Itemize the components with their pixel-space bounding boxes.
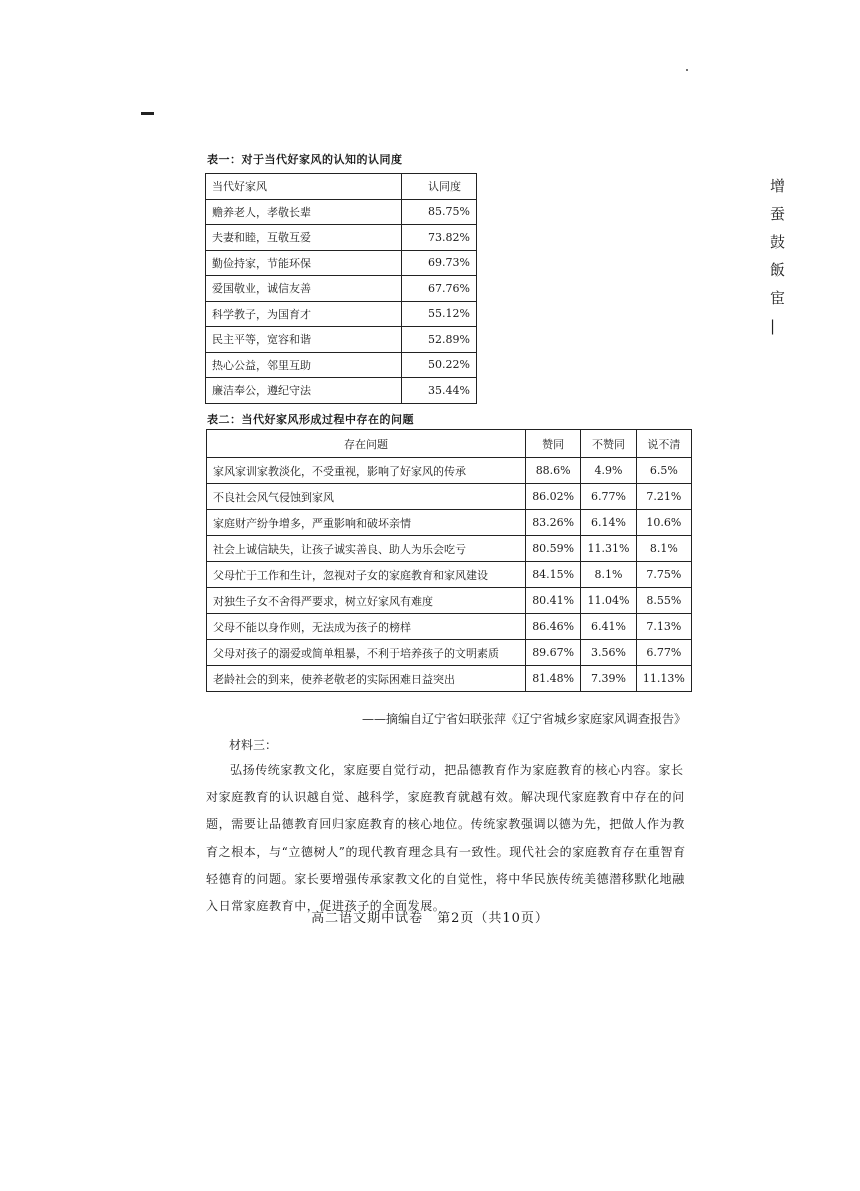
table-cell: 83.26% — [526, 510, 581, 536]
table-cell: 89.67% — [526, 640, 581, 666]
table-cell: 老龄社会的到来，使养老敬老的实际困难日益突出 — [207, 666, 526, 692]
table-row — [206, 199, 477, 225]
table-cell: 81.48% — [526, 666, 581, 692]
table-cell: 社会上诚信缺失，让孩子诚实善良、助人为乐会吃亏 — [207, 536, 526, 562]
table-row — [206, 301, 477, 327]
table2-header-cell: 赞同 — [526, 430, 581, 458]
table-row — [207, 614, 692, 640]
table-cell: 35.44% — [402, 378, 477, 404]
table-cell: 6.5% — [636, 458, 691, 484]
table-cell: 8.55% — [636, 588, 691, 614]
table-cell: 80.41% — [526, 588, 581, 614]
table-cell: 爱国敬业，诚信友善 — [206, 276, 402, 302]
edge-glyph: 鼓 — [770, 233, 786, 251]
table1-header-row — [206, 174, 477, 200]
table-cell: 父母忙于工作和生计，忽视对子女的家庭教育和家风建设 — [207, 562, 526, 588]
table-cell: 对独生子女不舍得严要求，树立好家风有难度 — [207, 588, 526, 614]
table2-header-row — [207, 430, 692, 458]
edge-glyph: 飯 — [770, 261, 786, 279]
table-cell: 50.22% — [402, 352, 477, 378]
edge-glyph: 宦 — [770, 289, 786, 307]
table-cell: 6.77% — [636, 640, 691, 666]
table1-header-cell: 当代好家风 — [206, 174, 402, 200]
table-cell: 科学教子，为国育才 — [206, 301, 402, 327]
table-cell: 6.14% — [581, 510, 636, 536]
edge-glyph: | — [770, 317, 776, 335]
table2-header-cell: 不赞同 — [581, 430, 636, 458]
scan-dot — [686, 69, 688, 71]
table-row — [206, 327, 477, 353]
cut-off-edge-text — [770, 172, 788, 340]
table-cell: 85.75% — [402, 199, 477, 225]
table-cell: 父母对孩子的溺爱或简单粗暴，不利于培养孩子的文明素质 — [207, 640, 526, 666]
edge-glyph: 蚕 — [770, 205, 786, 223]
table-row — [206, 276, 477, 302]
table-cell: 10.6% — [636, 510, 691, 536]
table-cell: 不良社会风气侵蚀到家风 — [207, 484, 526, 510]
table-row — [206, 352, 477, 378]
table-row — [206, 378, 477, 404]
table-cell: 7.13% — [636, 614, 691, 640]
table-cell: 52.89% — [402, 327, 477, 353]
table-row — [207, 536, 692, 562]
table-cell: 88.6% — [526, 458, 581, 484]
table-cell: 80.59% — [526, 536, 581, 562]
table-cell: 夫妻和睦，互敬互爱 — [206, 225, 402, 251]
table-cell: 民主平等，宽容和谐 — [206, 327, 402, 353]
table1 — [205, 173, 477, 404]
material-label: 材料三： — [229, 738, 278, 752]
table-cell: 55.12% — [402, 301, 477, 327]
table1-header-cell: 认同度 — [402, 174, 477, 200]
table-cell: 67.76% — [402, 276, 477, 302]
table-cell: 11.13% — [636, 666, 691, 692]
table-cell: 6.77% — [581, 484, 636, 510]
table-cell: 11.04% — [581, 588, 636, 614]
table-cell: 86.46% — [526, 614, 581, 640]
paragraph-text: 弘扬传统家教文化，家庭要自觉行动，把品德教育作为家庭教育的核心内容。家长对家庭教育的认识越自觉、越科学，家庭教育就越有效。解决现代家庭教育中存在的问题，需要让品德教育回归家庭教育的核心地位。传统家教强调以德为先，把做人作为教育之根本，与“立德树人”的现代教育理念具有一致性。现代社会的家庭教育存在重智育轻德育的问题。家长要增强传承家教文化的自觉性，将中华民族传统美德潜移默化地融入日常家庭教育中，促进孩子的全面发展。 — [206, 763, 686, 914]
source-citation: ——摘编自辽宁省妇联张萍《辽宁省城乡家庭家风调查报告》 — [362, 712, 687, 726]
table-cell: 73.82% — [402, 225, 477, 251]
table1-caption: 表一：对于当代好家风的认知的认同度 — [207, 153, 403, 166]
table-cell: 家风家训家教淡化，不受重视，影响了好家风的传承 — [207, 458, 526, 484]
table-row — [207, 510, 692, 536]
table2-header-cell: 存在问题 — [207, 430, 526, 458]
table2-header-cell: 说不清 — [636, 430, 691, 458]
table-cell: 84.15% — [526, 562, 581, 588]
table-cell: 勤俭持家，节能环保 — [206, 250, 402, 276]
table-cell: 69.73% — [402, 250, 477, 276]
table-cell: 热心公益，邻里互助 — [206, 352, 402, 378]
table2-caption: 表二：当代好家风形成过程中存在的问题 — [207, 413, 414, 426]
material-paragraph — [206, 757, 692, 920]
table-row — [206, 250, 477, 276]
table-cell: 7.39% — [581, 666, 636, 692]
table-row — [207, 562, 692, 588]
table2 — [206, 429, 692, 692]
table-cell: 4.9% — [581, 458, 636, 484]
table-cell: 7.75% — [636, 562, 691, 588]
table-cell: 86.02% — [526, 484, 581, 510]
table-cell: 8.1% — [581, 562, 636, 588]
table-cell: 6.41% — [581, 614, 636, 640]
scan-mark — [141, 112, 154, 115]
table-row — [206, 225, 477, 251]
table-row — [207, 588, 692, 614]
table-row — [207, 484, 692, 510]
table-cell: 11.31% — [581, 536, 636, 562]
table-cell: 廉洁奉公，遵纪守法 — [206, 378, 402, 404]
table-row — [207, 666, 692, 692]
table-row — [207, 458, 692, 484]
table-cell: 7.21% — [636, 484, 691, 510]
table-cell: 8.1% — [636, 536, 691, 562]
table-row — [207, 640, 692, 666]
table-cell: 赡养老人，孝敬长辈 — [206, 199, 402, 225]
table-cell: 3.56% — [581, 640, 636, 666]
table-cell: 家庭财产纷争增多，严重影响和破坏亲情 — [207, 510, 526, 536]
page-footer: 高二语文期中试卷 第2页（共10页） — [311, 911, 549, 926]
table-cell: 父母不能以身作则，无法成为孩子的榜样 — [207, 614, 526, 640]
edge-glyph: 增 — [770, 177, 786, 195]
